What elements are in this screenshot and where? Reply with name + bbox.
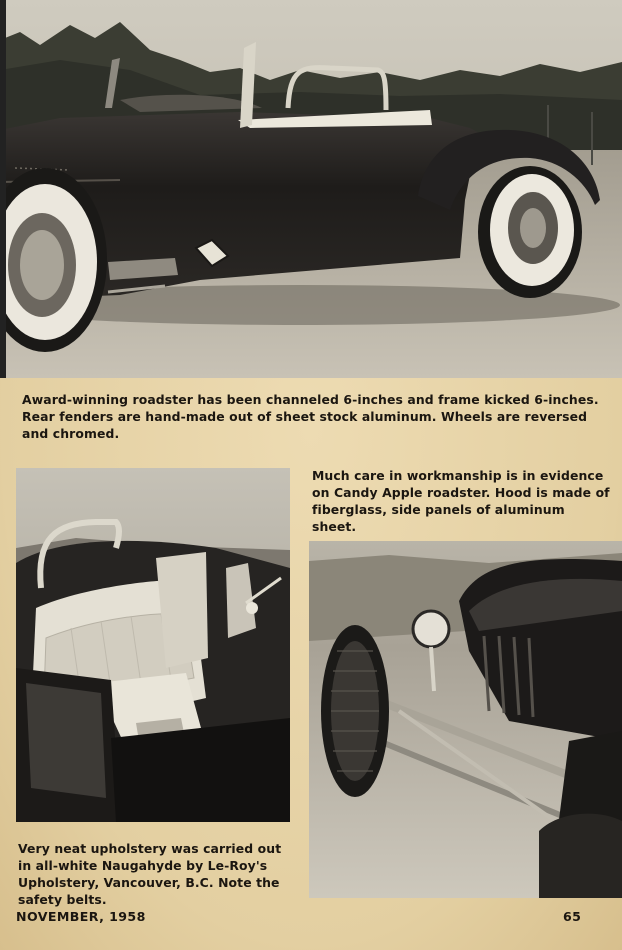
issue-date: NOVEMBER, 1958 (16, 909, 146, 924)
caption-workmanship: Much care in workmanship is in evidence on Candy Apple roadster. Hood is made of fiberglass, side panels of aluminum sheet. (312, 468, 610, 534)
caption-roadster-side: Award-winning roadster has been channeled 6-inches and frame kicked 6-inches. Rear fenders are hand-made out of sheet stock aluminum. Wheels are reversed and chromed. (22, 392, 599, 441)
caption-upholstery: Very neat upholstery was carried out in all-white Naugahyde by Le-Roy's Upholstery, Vancouver, B.C. Note the safety belts. (18, 841, 282, 907)
upholstery-interior-photo (16, 468, 290, 822)
front-suspension-photo (309, 541, 622, 898)
page-number: 65 (563, 909, 582, 924)
roadster-side-photo (0, 0, 622, 378)
